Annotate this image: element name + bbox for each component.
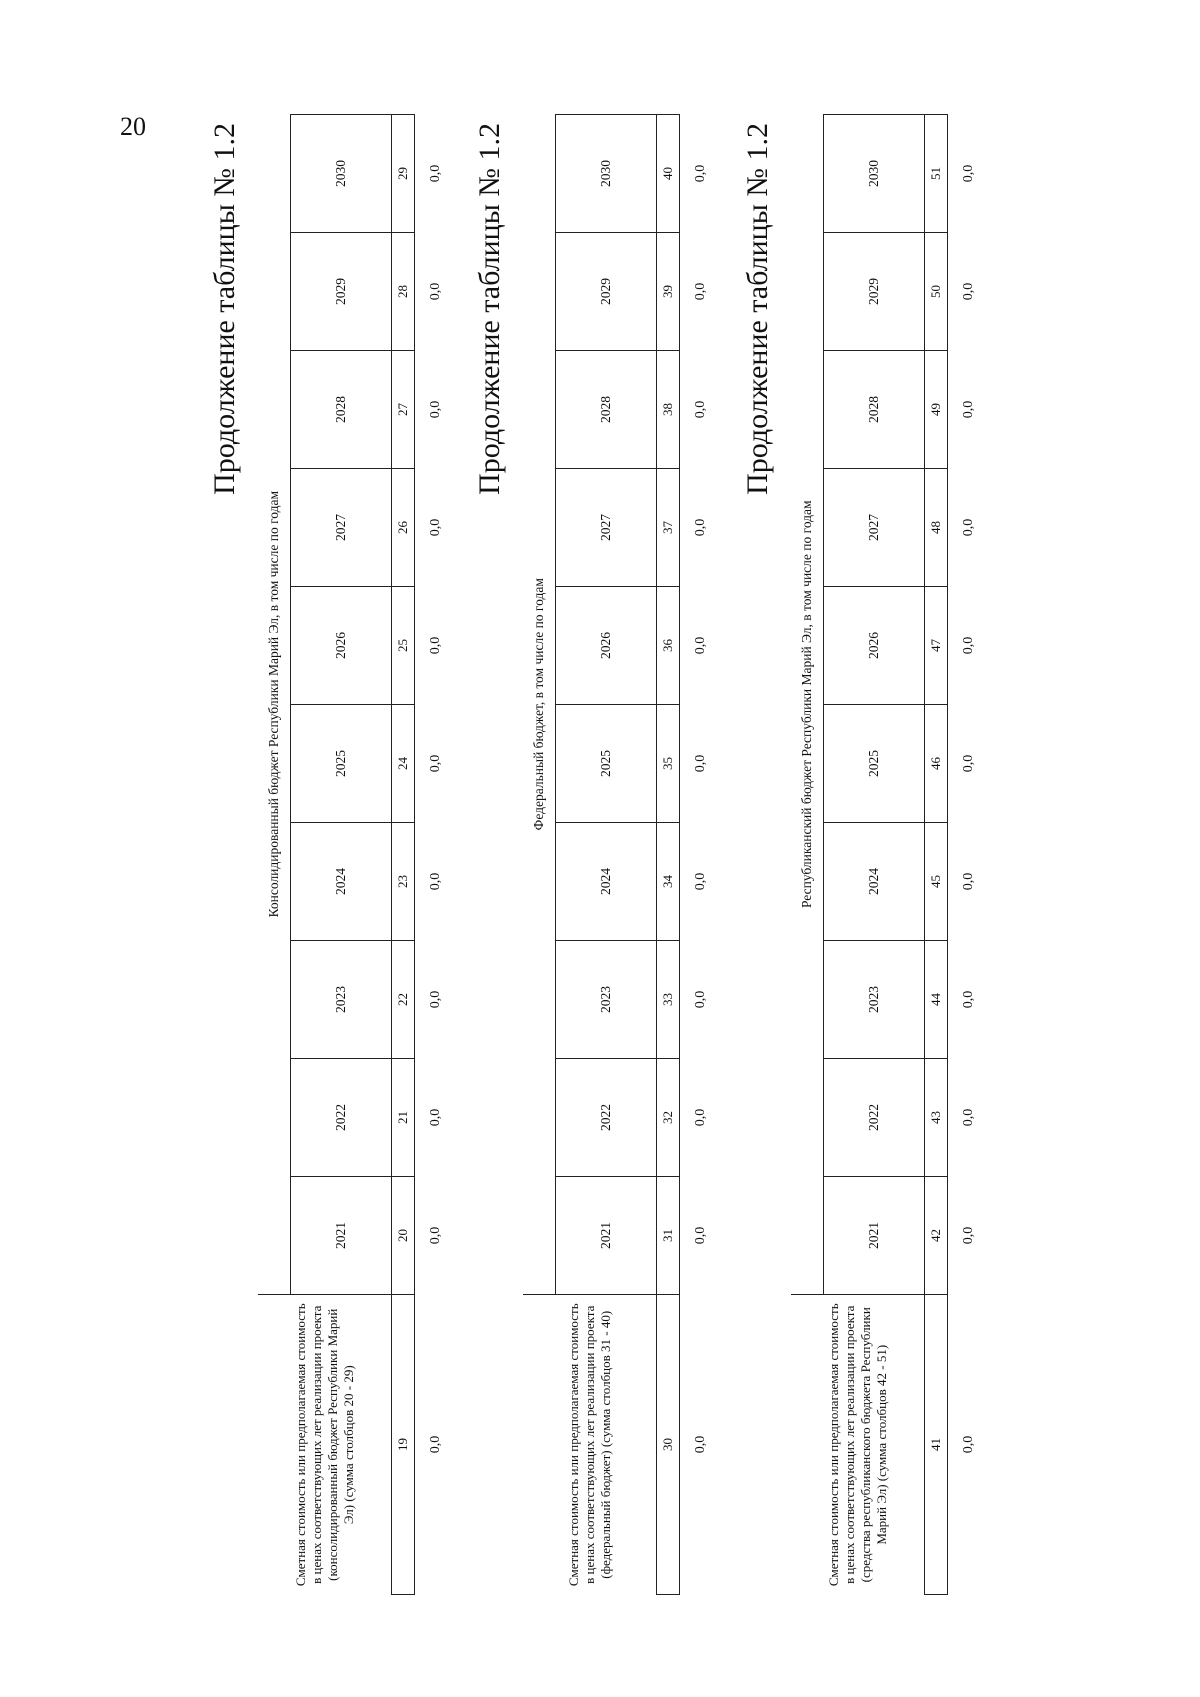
year-cell: 2023 xyxy=(556,941,657,1059)
value-cell: 0,0 xyxy=(693,990,708,1009)
column-number-cell: 21 xyxy=(392,1059,415,1177)
total-value-cell: 0,0 xyxy=(693,1435,708,1454)
year-cell: 2029 xyxy=(291,233,392,351)
column-number-cell: 50 xyxy=(925,233,948,351)
description-cell: Сметная стоимость или предполагаемая стоимость в ценах соответствующих лет реализации проекта (консолидированный бюджет Республики Марий Эл) (сумма столбцов 20 - 29) xyxy=(258,1295,392,1595)
column-number-cell: 38 xyxy=(657,351,680,469)
value-cell: 0,0 xyxy=(961,164,976,183)
year-cell: 2030 xyxy=(824,114,925,232)
value-cell: 0,0 xyxy=(428,636,443,655)
year-cell: 2028 xyxy=(824,351,925,469)
column-number-cell: 37 xyxy=(657,469,680,587)
column-number-cell: 32 xyxy=(657,1059,680,1177)
column-number-cell: 48 xyxy=(925,469,948,587)
column-number-cell: 46 xyxy=(925,705,948,823)
year-cell: 2030 xyxy=(291,114,392,232)
header-row-group xyxy=(791,114,824,1594)
year-cell: 2021 xyxy=(556,1177,657,1295)
value-cell: 0,0 xyxy=(693,518,708,537)
value-cell: 0,0 xyxy=(961,282,976,301)
total-value-cell: 0,0 xyxy=(428,1435,443,1454)
group-header-cell: Республиканский бюджет Республики Марий Эл, в том числе по годам xyxy=(791,114,824,1294)
year-cell: 2026 xyxy=(824,587,925,705)
column-number-cell: 29 xyxy=(392,114,415,232)
year-cell: 2029 xyxy=(824,233,925,351)
year-cell: 2021 xyxy=(291,1177,392,1295)
year-cell: 2022 xyxy=(556,1059,657,1177)
description-cell: Сметная стоимость или предполагаемая стоимость в ценах соответствующих лет реализации проекта (средства республиканского бюджета Республики Марий Эл) (сумма столбцов 42 - 51) xyxy=(791,1295,925,1595)
year-cell: 2029 xyxy=(556,233,657,351)
value-cell: 0,0 xyxy=(961,990,976,1009)
column-number-cell: 47 xyxy=(925,587,948,705)
header-row-group xyxy=(523,114,556,1594)
values-row xyxy=(680,114,723,1594)
column-number-cell: 49 xyxy=(925,351,948,469)
value-cell: 0,0 xyxy=(428,400,443,419)
year-cell: 2025 xyxy=(556,705,657,823)
budget-table xyxy=(791,114,990,1595)
year-cell: 2027 xyxy=(824,469,925,587)
year-cell: 2026 xyxy=(291,587,392,705)
value-cell: 0,0 xyxy=(428,990,443,1009)
description-cell: Сметная стоимость или предполагаемая стоимость в ценах соответствующих лет реализации проекта (федеральный бюджет) (сумма столбцов 31 - 40) xyxy=(523,1295,657,1595)
value-cell: 0,0 xyxy=(693,872,708,891)
column-number-cell: 44 xyxy=(925,941,948,1059)
year-cell: 2027 xyxy=(556,469,657,587)
column-number-cell: 40 xyxy=(657,114,680,232)
column-number-cell: 31 xyxy=(657,1177,680,1295)
value-cell: 0,0 xyxy=(428,164,443,183)
year-cell: 2025 xyxy=(824,705,925,823)
table-block-1 xyxy=(200,115,457,1595)
year-cell: 2023 xyxy=(824,941,925,1059)
values-row xyxy=(415,114,458,1594)
page-number: 20 xyxy=(120,112,146,141)
column-number-cell: 39 xyxy=(657,233,680,351)
value-cell: 0,0 xyxy=(428,1226,443,1245)
value-cell: 0,0 xyxy=(693,164,708,183)
column-number-cell: 19 xyxy=(392,1295,415,1595)
column-number-cell: 28 xyxy=(392,233,415,351)
total-value-cell: 0,0 xyxy=(961,1435,976,1454)
value-cell: 0,0 xyxy=(693,1108,708,1127)
column-number-cell: 33 xyxy=(657,941,680,1059)
year-cell: 2022 xyxy=(291,1059,392,1177)
column-number-cell: 45 xyxy=(925,823,948,941)
year-cell: 2030 xyxy=(556,114,657,232)
column-number-cell: 27 xyxy=(392,351,415,469)
table-caption: Продолжение таблицы № 1.2 xyxy=(473,123,506,495)
column-number-cell: 26 xyxy=(392,469,415,587)
value-cell: 0,0 xyxy=(961,1226,976,1245)
column-number-cell: 42 xyxy=(925,1177,948,1295)
column-number-cell: 34 xyxy=(657,823,680,941)
value-cell: 0,0 xyxy=(693,400,708,419)
budget-table xyxy=(523,114,722,1595)
column-number-cell: 20 xyxy=(392,1177,415,1295)
value-cell: 0,0 xyxy=(693,1226,708,1245)
table-block-3 xyxy=(733,115,990,1595)
group-header-cell: Консолидированный бюджет Республики Марий Эл, в том числе по годам xyxy=(258,114,291,1294)
year-cell: 2021 xyxy=(824,1177,925,1295)
column-number-row xyxy=(925,114,948,1594)
year-cell: 2028 xyxy=(291,351,392,469)
value-cell: 0,0 xyxy=(693,754,708,773)
column-number-cell: 24 xyxy=(392,705,415,823)
value-cell: 0,0 xyxy=(693,636,708,655)
value-cell: 0,0 xyxy=(428,518,443,537)
value-cell: 0,0 xyxy=(961,872,976,891)
value-cell: 0,0 xyxy=(428,872,443,891)
value-cell: 0,0 xyxy=(428,282,443,301)
year-cell: 2024 xyxy=(824,823,925,941)
table-caption: Продолжение таблицы № 1.2 xyxy=(208,123,241,495)
value-cell: 0,0 xyxy=(693,282,708,301)
year-cell: 2023 xyxy=(291,941,392,1059)
value-cell: 0,0 xyxy=(961,754,976,773)
column-number-cell: 36 xyxy=(657,587,680,705)
column-number-cell: 43 xyxy=(925,1059,948,1177)
column-number-cell: 23 xyxy=(392,823,415,941)
column-number-cell: 51 xyxy=(925,114,948,232)
year-cell: 2026 xyxy=(556,587,657,705)
budget-table xyxy=(258,114,457,1595)
value-cell: 0,0 xyxy=(428,1108,443,1127)
column-number-cell: 25 xyxy=(392,587,415,705)
value-cell: 0,0 xyxy=(961,400,976,419)
value-cell: 0,0 xyxy=(961,1108,976,1127)
column-number-cell: 35 xyxy=(657,705,680,823)
year-cell: 2028 xyxy=(556,351,657,469)
column-number-cell: 41 xyxy=(925,1295,948,1595)
year-cell: 2024 xyxy=(291,823,392,941)
header-row-group xyxy=(258,114,291,1594)
value-cell: 0,0 xyxy=(428,754,443,773)
value-cell: 0,0 xyxy=(961,518,976,537)
column-number-cell: 22 xyxy=(392,941,415,1059)
table-caption: Продолжение таблицы № 1.2 xyxy=(741,123,774,495)
year-cell: 2027 xyxy=(291,469,392,587)
column-number-row xyxy=(657,114,680,1594)
value-cell: 0,0 xyxy=(961,636,976,655)
table-block-2 xyxy=(465,115,722,1595)
column-number-row xyxy=(392,114,415,1594)
group-header-cell: Федеральный бюджет, в том числе по годам xyxy=(523,114,556,1294)
column-number-cell: 30 xyxy=(657,1295,680,1595)
year-cell: 2024 xyxy=(556,823,657,941)
year-cell: 2025 xyxy=(291,705,392,823)
values-row xyxy=(948,114,991,1594)
year-cell: 2022 xyxy=(824,1059,925,1177)
